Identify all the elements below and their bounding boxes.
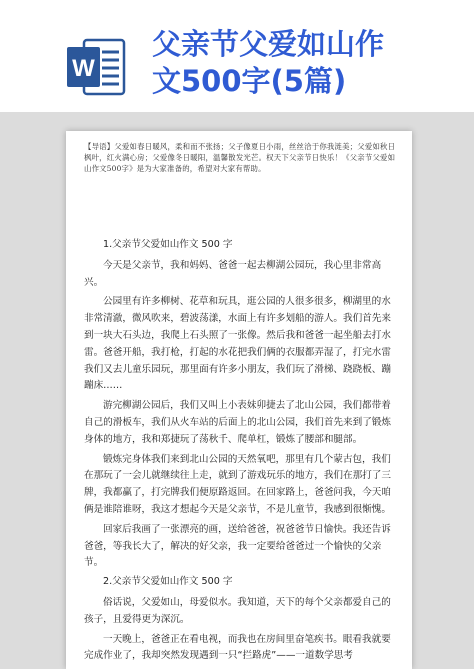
- body-paragraph: 游完柳湖公园后，我们又叫上小表妹卯捷去了北山公园，我们都带着自己的滑板车，我们从火车站的后面上的北山公园，我们首先来到了锻炼身体的地方，我和郑捷玩了荡秋千、爬单杠，锻炼了腰部和腿部。: [84, 400, 391, 445]
- guide-paragraph: 【导语】父爱如春日暖风，柔和而不张扬；父子像夏日小雨，丝丝洽于你我涟美；父爱如秋日枫叶，红火满心房；父爱像冬日暖阳，温馨散发光芒。权天下父亲节日快乐！《父亲节父爱如山作文500字》是为大家准备的，希望对大家有帮助。: [84, 142, 396, 173]
- word-document-icon: [66, 38, 126, 96]
- body-paragraph: 公园里有许多柳树、花草和玩具，逛公园的人很多很多，柳湖里的水非常清澈，微风吹来，碧波荡漾，水面上有许多划船的游人。我们首先来到一块大石头边，我爬上石头照了一张像。然后我和爸爸一起坐船去打水雷。爸爸开船，我打枪，打起的水花把我们俩的衣服都弄湿了，打完水雷我们又去儿童乐园玩，那里面有许多小朋友，我们玩了滑梯、跷跷板、蹦蹦床……: [84, 296, 391, 392]
- svg-text:W: W: [72, 55, 95, 82]
- body-paragraph: 回家后我画了一张漂亮的画，送给爸爸，祝爸爸节日愉快。我还告诉爸爸，等我长大了，解决的好父亲，我一定要给爸爸过一个愉快的父亲节。: [84, 523, 391, 569]
- body-paragraph: 俗话说，父爱如山，母爱似水。我知道，天下的每个父亲都爱自己的孩子，且爱得更为深沉。: [84, 596, 391, 625]
- body-paragraph: 一天晚上，爸爸正在看电视，而我也在房间里奋笔疾书。眼看我就要完成作业了，我却突然发现遇到一只“拦路虎”——一道数学思考: [84, 633, 391, 662]
- document-title: 父亲节父爱如山作 文500字(5篇): [152, 27, 385, 98]
- document-preview-header: [0, 0, 474, 112]
- section-heading-1: 1.父亲节父爱如山作文 500 字: [103, 239, 233, 250]
- section-heading-2: 2.父亲节父爱如山作文 500 字: [103, 576, 233, 588]
- document-page: [66, 131, 412, 669]
- document-body: [84, 235, 398, 665]
- body-paragraph: 今天是父亲节，我和妈妈、爸爸一起去柳湖公园玩，我心里非常高兴。: [84, 259, 382, 288]
- body-paragraph: 锻炼完身体我们来到北山公园的天然氧吧，那里有几个蒙古包，我们在那玩了一会儿就继续往上走，就到了游戏玩乐的地方，我们在那打了三牌，我都赢了，打完牌我们便原路返回。在回家路上，爸爸问我，今天咱俩是谁陪谁呀，我这才想起今天是父亲节，不是儿童节，我感到很惭愧。: [84, 453, 391, 515]
